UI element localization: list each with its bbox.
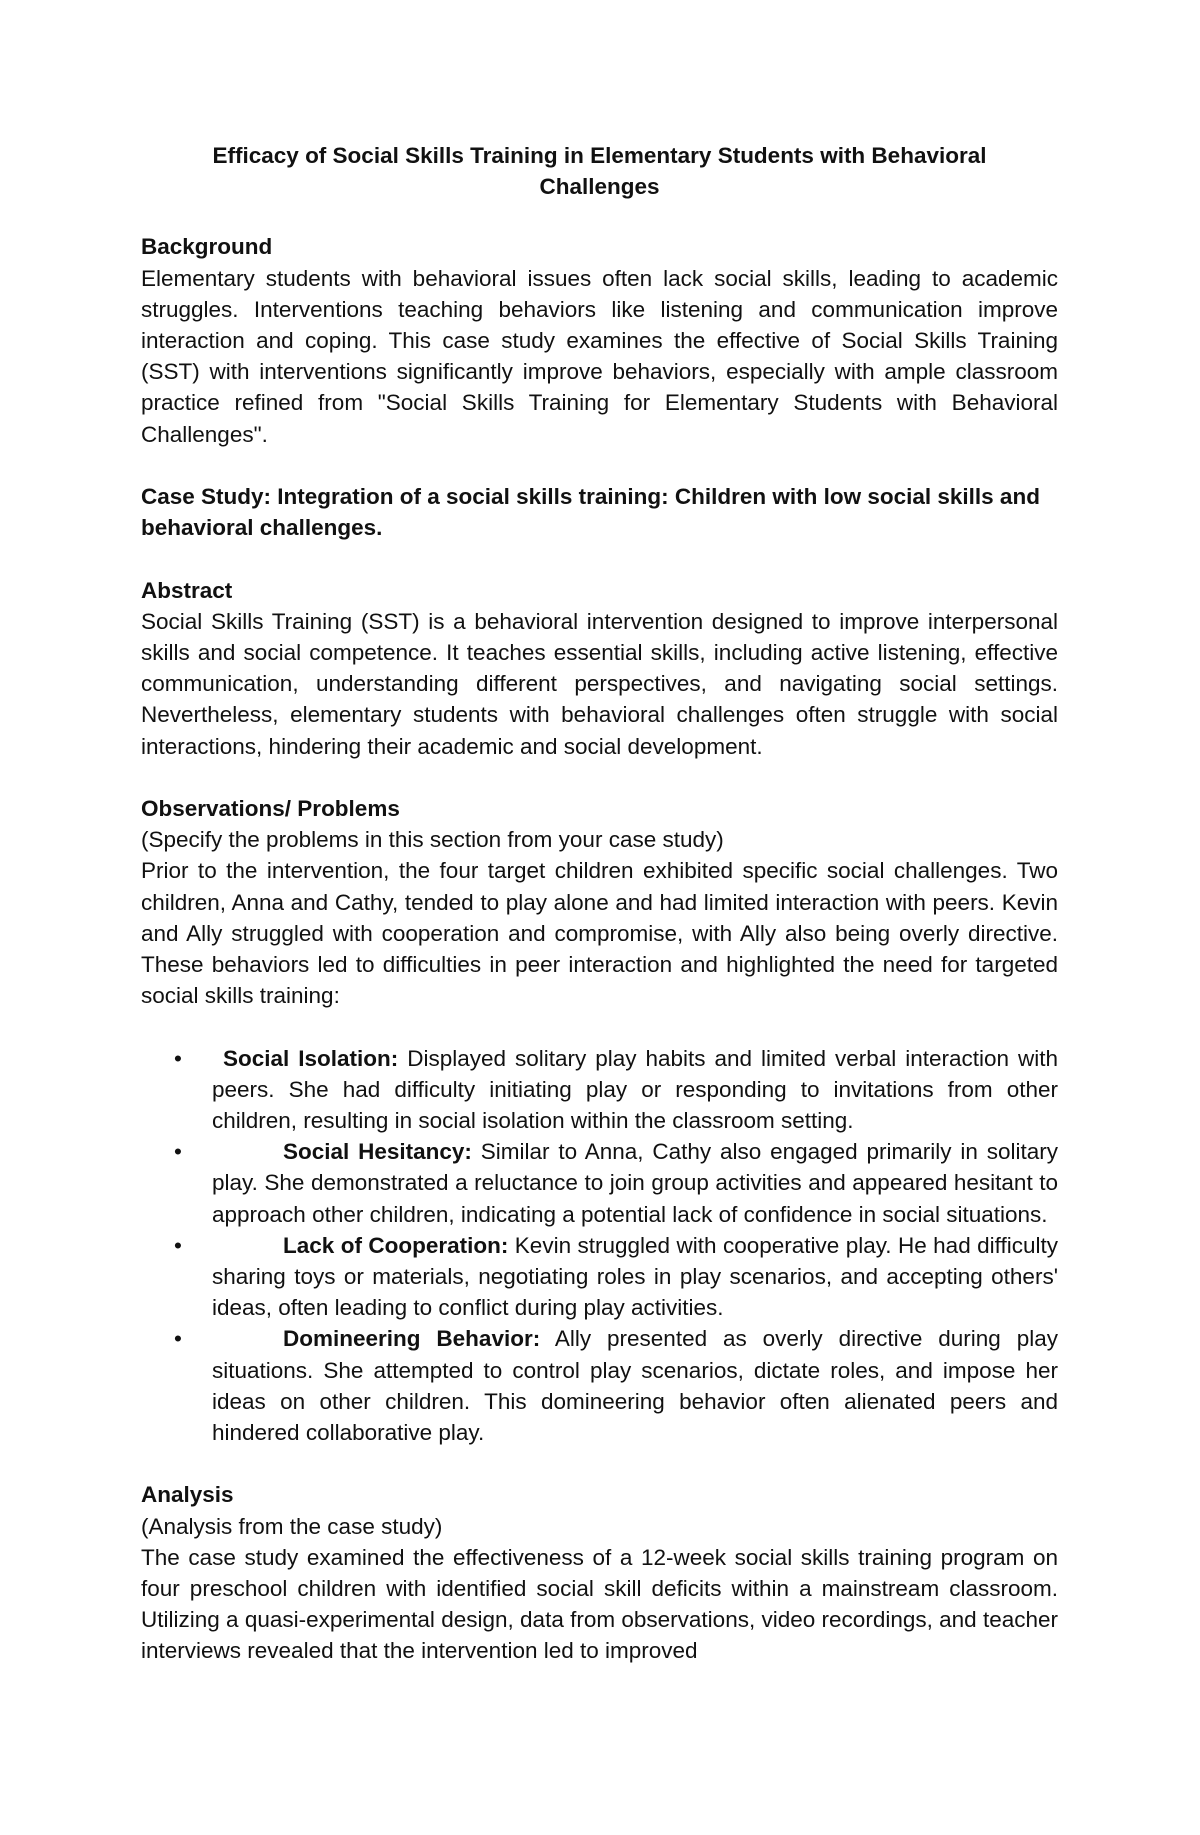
case-study-heading: Case Study: Integration of a social skills training: Children with low social skills and behavioral challenges. <box>141 484 1040 541</box>
bullet-label: Lack of Cooperation: <box>283 1232 509 1258</box>
bullet-label: Social Hesitancy: <box>283 1139 472 1165</box>
spacer <box>141 450 1058 481</box>
list-item <box>141 1136 1058 1230</box>
bullet-text: Ally presented as overly directive during play situations. She attempted to control play scenarios, dictate roles, and impose her ideas on other children. This domineering behavior often alienated peers and hindered collaborative play. <box>212 1326 1059 1446</box>
analysis-instruction: (Analysis from the case study) <box>141 1513 443 1539</box>
bullet-text: Displayed solitary play habits and limited verbal interaction with peers. She had difficulty initiating play or responding to invitations from other children, resulting in social isolation within the classroom setting. <box>212 1045 1058 1134</box>
observations-instruction: (Specify the problems in this section from your case study) <box>141 827 724 853</box>
bullet-label: Domineering Behavior: <box>283 1326 541 1352</box>
document-title <box>141 140 1058 202</box>
document-body <box>141 140 1058 1667</box>
observations-heading: Observations/ Problems <box>141 796 400 822</box>
spacer <box>141 1011 1058 1042</box>
bullet-label: Social Isolation: <box>223 1045 399 1071</box>
list-item <box>141 1323 1058 1448</box>
problems-list <box>141 1043 1058 1449</box>
bullet-text: Similar to Anna, Cathy also engaged primarily in solitary play. She demonstrated a reluctance to join group activities and appeared hesitant to approach other children, indicating a potential lack of confidence in social situations. <box>212 1139 1059 1227</box>
analysis-text: The case study examined the effectiveness of a 12-week social skills training program on four preschool children with identified social skill deficits within a mainstream classroom. Utilizing a quasi-experimental design, data from observations, video recordings, and teacher interviews revealed that the intervention led to improved <box>141 1544 1058 1664</box>
spacer <box>141 762 1058 793</box>
list-item <box>141 1230 1058 1324</box>
list-item <box>141 1043 1058 1137</box>
analysis-heading: Analysis <box>141 1482 234 1508</box>
abstract-text: Social Skills Training (SST) is a behavioral intervention designed to improve interpersonal skills and social competence. It teaches essential skills, including active listening, effective communication, understanding different perspectives, and navigating social settings. Nevertheless, elementary students with behavioral challenges often struggle with social interactions, hindering their academic and social development. <box>141 608 1058 759</box>
spacer <box>141 543 1058 574</box>
title-line-1: Efficacy of Social Skills Training in Elementary Students with Behavioral <box>212 143 987 168</box>
abstract-heading: Abstract <box>141 577 233 603</box>
title-line-2: Challenges <box>539 174 660 200</box>
bullet-marker: • <box>174 1326 182 1352</box>
observations-text: Prior to the intervention, the four target children exhibited specific social challenges. Two children, Anna and Cathy, tended to play alone and had limited interaction with peers. Kevin and Ally struggled with cooperation and compromise, with Ally also being overly directive. These behaviors led to difficulties in peer interaction and highlighted the need for targeted social skills training: <box>141 858 1058 1009</box>
background-heading: Background <box>141 234 273 260</box>
bullet-marker: • <box>174 1139 182 1165</box>
bullet-marker: • <box>174 1045 182 1071</box>
bullet-text: Kevin struggled with cooperative play. He had difficulty sharing toys or materials, negotiating roles in play scenarios, and accepting others' ideas, often leading to conflict during play activities. <box>212 1232 1059 1321</box>
background-text: Elementary students with behavioral issues often lack social skills, leading to academic struggles. Interventions teaching behaviors like listening and communication improve interaction and coping. This case study examines the effective of Social Skills Training (SST) with interventions significantly improve behaviors, especially with ample classroom practice refined from "Social Skills Training for Elementary Students with Behavioral Challenges". <box>141 265 1058 447</box>
bullet-marker: • <box>174 1232 182 1258</box>
spacer <box>141 1448 1058 1479</box>
